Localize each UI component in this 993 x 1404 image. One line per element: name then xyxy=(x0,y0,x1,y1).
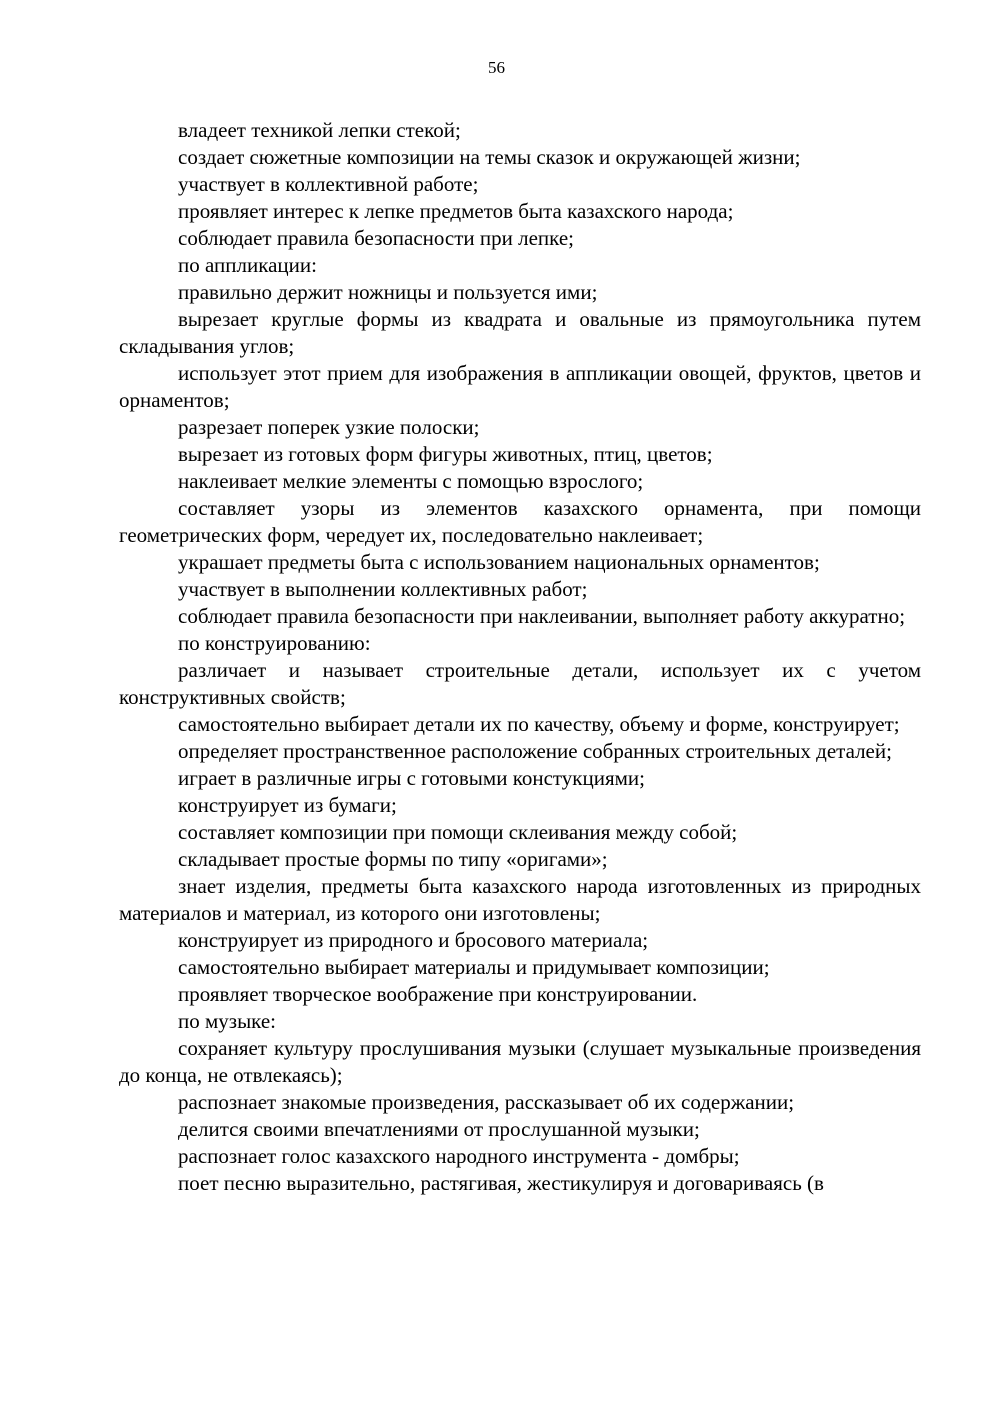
paragraph: вырезает круглые формы из квадрата и овальные из прямоугольника путем складывания углов; xyxy=(119,307,921,358)
paragraph: различает и называет строительные детали, использует их с учетом конструктивных свойств; xyxy=(119,658,921,709)
paragraph: знает изделия, предметы быта казахского народа изготовленных из природных материалов и материал, из которого они изготовлены; xyxy=(119,874,921,925)
paragraph: вырезает из готовых форм фигуры животных, птиц, цветов; xyxy=(178,442,713,466)
paragraph: использует этот прием для изображения в аппликации овощей, фруктов, цветов и орнаментов; xyxy=(119,361,921,412)
paragraph: делится своими впечатлениями от прослушанной музыки; xyxy=(178,1117,700,1141)
section-heading-applique: по аппликации: xyxy=(178,253,317,277)
paragraph: распознает голос казахского народного инструмента - домбры; xyxy=(178,1144,740,1168)
paragraph: наклеивает мелкие элементы с помощью взрослого; xyxy=(178,469,644,493)
paragraph: соблюдает правила безопасности при лепке; xyxy=(178,226,574,250)
page-body xyxy=(119,117,921,1197)
section-heading-construction: по конструированию: xyxy=(178,631,371,655)
section-heading-music: по музыке: xyxy=(178,1009,277,1033)
paragraph: конструирует из природного и бросового материала; xyxy=(178,928,649,952)
page-number: 56 xyxy=(488,58,505,77)
paragraph: проявляет творческое воображение при конструировании. xyxy=(178,982,698,1006)
paragraph: составляет композиции при помощи склеивания между собой; xyxy=(178,820,738,844)
paragraph: сохраняет культуру прослушивания музыки (слушает музыкальные произведения до конца, не отвлекаясь); xyxy=(119,1036,921,1087)
paragraph: правильно держит ножницы и пользуется ими; xyxy=(178,280,598,304)
paragraph: соблюдает правила безопасности при наклеивании, выполняет работу аккуратно; xyxy=(178,604,906,628)
paragraph: самостоятельно выбирает материалы и придумывает композиции; xyxy=(178,955,770,979)
paragraph: участвует в коллективной работе; xyxy=(178,172,479,196)
paragraph: конструирует из бумаги; xyxy=(178,793,397,817)
paragraph: определяет пространственное расположение собранных строительных деталей; xyxy=(178,739,892,763)
paragraph: создает сюжетные композиции на темы сказок и окружающей жизни; xyxy=(178,145,801,169)
paragraph: складывает простые формы по типу «оригами»; xyxy=(178,847,608,871)
paragraph: играет в различные игры с готовыми констукциями; xyxy=(178,766,645,790)
paragraph: участвует в выполнении коллективных работ; xyxy=(178,577,588,601)
paragraph: самостоятельно выбирает детали их по качеству, объему и форме, конструирует; xyxy=(178,712,900,736)
paragraph: владеет техникой лепки стекой; xyxy=(178,118,461,142)
paragraph: украшает предметы быта с использованием национальных орнаментов; xyxy=(178,550,820,574)
paragraph: разрезает поперек узкие полоски; xyxy=(178,415,480,439)
paragraph: проявляет интерес к лепке предметов быта казахского народа; xyxy=(178,199,734,223)
paragraph: распознает знакомые произведения, рассказывает об их содержании; xyxy=(178,1090,795,1114)
paragraph: поет песню выразительно, растягивая, жестикулируя и договариваясь (в xyxy=(178,1171,824,1195)
paragraph: составляет узоры из элементов казахского орнамента, при помощи геометрических форм, чередует их, последовательно наклеивает; xyxy=(119,496,921,547)
